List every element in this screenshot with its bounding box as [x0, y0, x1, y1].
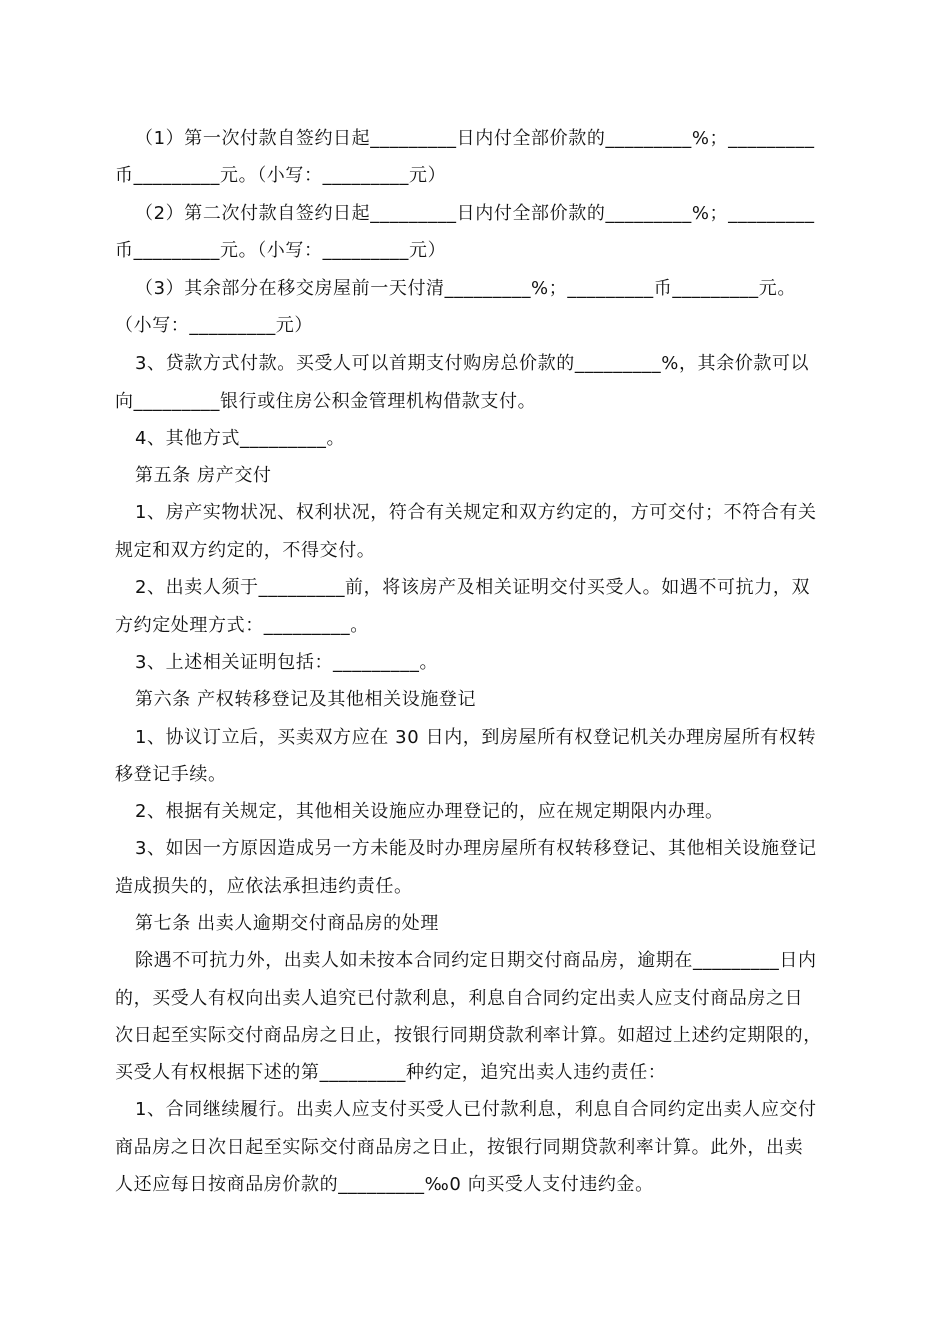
text-line: 1、协议订立后，买卖双方应在 30 日内，到房屋所有权登记机关办理房屋所有权转 [135, 727, 817, 748]
text-line: 币_________元。（小写：_________元） [115, 240, 447, 261]
text-line: （小写：_________元） [115, 315, 313, 336]
text-line: （2）第二次付款自签约日起_________日内付全部价款的_________%；_________ [135, 203, 815, 224]
text-line: 3、贷款方式付款。买受人可以首期支付购房总价款的_________%，其余价款可以 [135, 353, 810, 374]
text-line: 3、如因一方原因造成另一方未能及时办理房屋所有权转移登记、其他相关设施登记 [135, 838, 817, 859]
text-line: 向_________银行或住房公积金管理机构借款支付。 [115, 391, 537, 412]
text-line: 次日起至实际交付商品房之日止，按银行同期贷款利率计算。如超过上述约定期限的， [115, 1025, 822, 1046]
text-line: 造成损失的，应依法承担违约责任。 [115, 876, 413, 897]
text-line: 人还应每日按商品房价款的_________‰0 向买受人支付违约金。 [115, 1174, 654, 1195]
text-line: 第六条 产权转移登记及其他相关设施登记 [135, 689, 477, 710]
text-line: 移登记手续。 [115, 764, 227, 785]
text-line: 第五条 房产交付 [135, 465, 272, 486]
text-line: 币_________元。（小写：_________元） [115, 165, 447, 186]
text-line: 1、合同继续履行。出卖人应支付买受人已付款利息，利息自合同约定出卖人应交付 [135, 1099, 817, 1120]
text-line: （1）第一次付款自签约日起_________日内付全部价款的_________%；_________ [135, 128, 815, 149]
text-line: 第七条 出卖人逾期交付商品房的处理 [135, 913, 439, 934]
text-line: 2、出卖人须于_________前，将该房产及相关证明交付买受人。如遇不可抗力，双 [135, 577, 811, 598]
text-line: 方约定处理方式：_________。 [115, 615, 369, 636]
text-line: 商品房之日次日起至实际交付商品房之日止，按银行同期贷款利率计算。此外，出卖 [115, 1137, 804, 1158]
text-line: 2、根据有关规定，其他相关设施应办理登记的，应在规定期限内办理。 [135, 801, 724, 822]
text-line: （3）其余部分在移交房屋前一天付清_________%；_________币_________元。 [135, 278, 796, 299]
text-line: 4、其他方式_________。 [135, 428, 346, 449]
text-line: 买受人有权根据下述的第_________种约定，追究出卖人违约责任： [115, 1062, 667, 1083]
text-line: 除遇不可抗力外，出卖人如未按本合同约定日期交付商品房，逾期在_________日内 [135, 950, 817, 971]
text-line: 3、上述相关证明包括：_________。 [135, 652, 439, 673]
text-line: 1、房产实物状况、权利状况，符合有关规定和双方约定的，方可交付；不符合有关 [135, 502, 817, 523]
text-line: 的，买受人有权向出卖人追究已付款利息，利息自合同约定出卖人应支付商品房之日 [115, 988, 804, 1009]
text-line: 规定和双方约定的，不得交付。 [115, 540, 376, 561]
